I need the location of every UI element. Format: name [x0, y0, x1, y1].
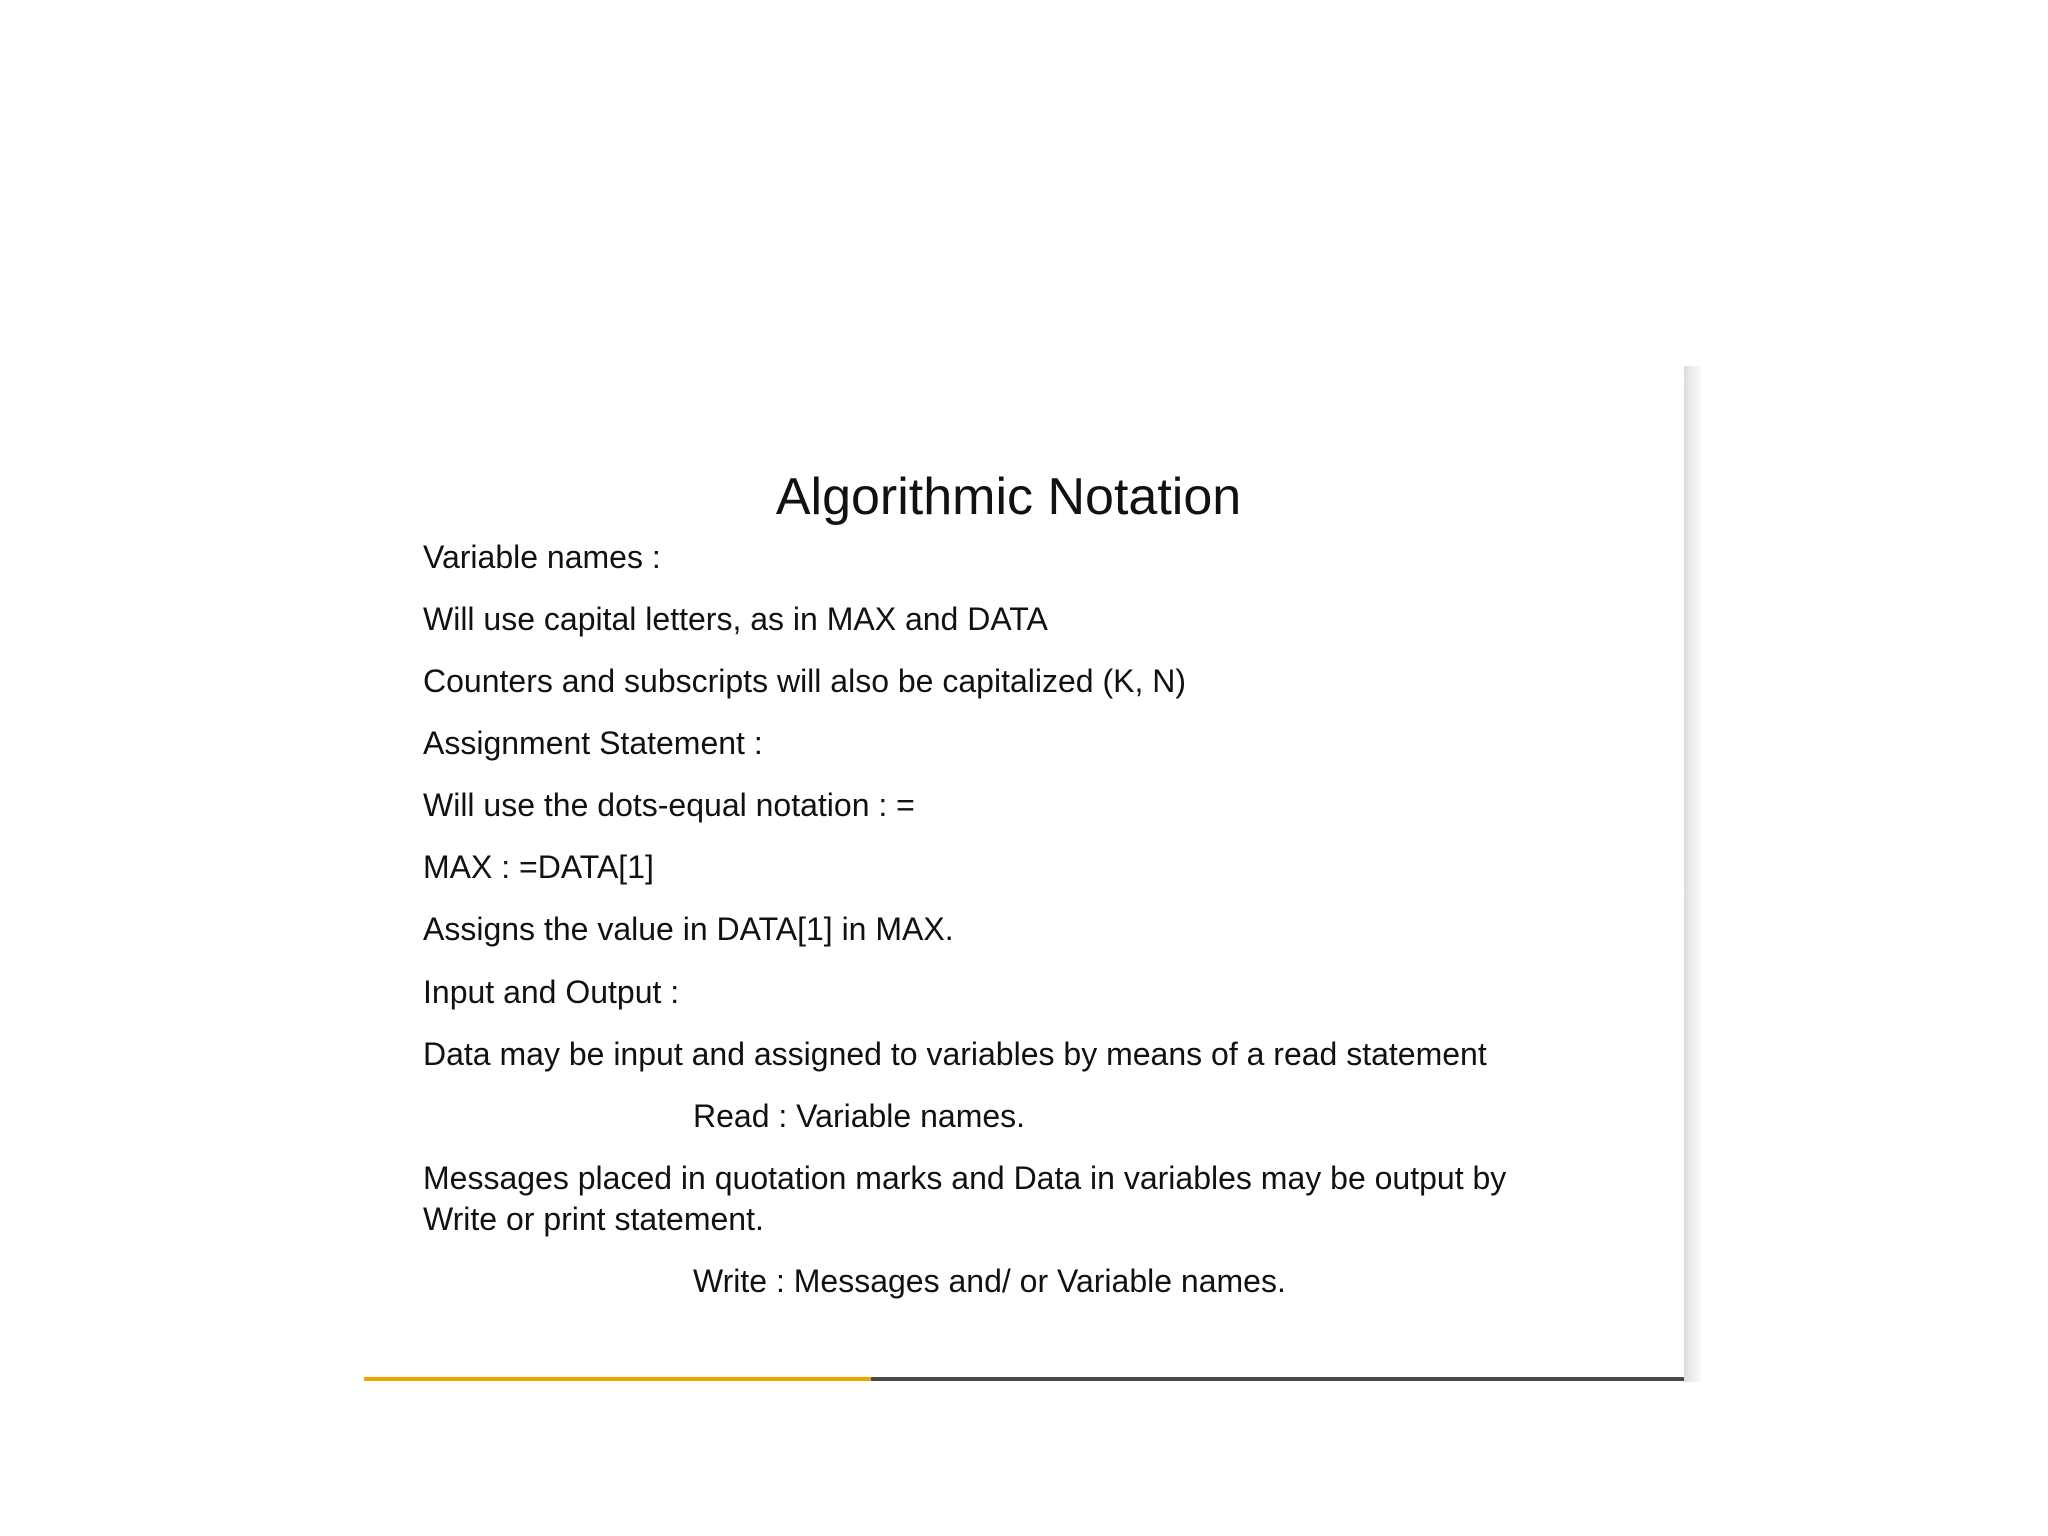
bottom-rule-dark	[871, 1377, 1684, 1381]
text-line-capital-letters: Will use capital letters, as in MAX and DATA	[423, 601, 1048, 637]
slide-edge-shadow	[1683, 366, 1701, 1382]
slide-bottom-rule	[364, 1377, 1684, 1381]
text-line-write-print: Write or print statement.	[423, 1201, 764, 1237]
slide-page	[364, 366, 1684, 1379]
text-line-data-input: Data may be input and assigned to variables by means of a read statement	[423, 1036, 1487, 1072]
text-line-max-example: MAX : =DATA[1]	[423, 849, 654, 885]
text-line-write-syntax: Write : Messages and/ or Variable names.	[693, 1263, 1286, 1299]
slide-title: Algorithmic Notation	[775, 468, 1242, 526]
bottom-rule-accent	[364, 1377, 871, 1381]
text-line-read-syntax: Read : Variable names.	[693, 1098, 1026, 1134]
text-line-assigns-value: Assigns the value in DATA[1] in MAX.	[423, 911, 954, 947]
text-line-counters-subscripts: Counters and subscripts will also be capitalized (K, N)	[423, 663, 1186, 699]
text-line-assignment-heading: Assignment Statement :	[423, 725, 763, 761]
text-line-messages-output: Messages placed in quotation marks and Data in variables may be output by	[423, 1160, 1507, 1196]
text-line-dots-equal: Will use the dots-equal notation : =	[423, 787, 915, 823]
text-line-variable-names-heading: Variable names :	[423, 539, 661, 575]
text-line-io-heading: Input and Output :	[423, 974, 680, 1010]
